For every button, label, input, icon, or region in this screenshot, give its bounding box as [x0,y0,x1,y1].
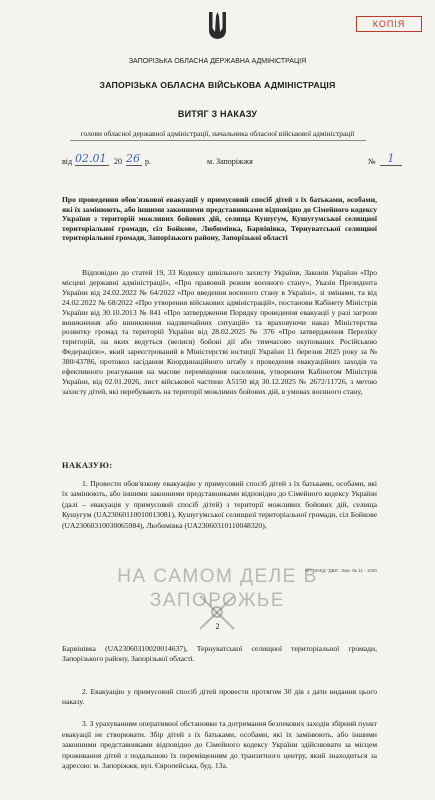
printing-code: НП "ЗАКД "ДВК", Зам. № 11 - 1000 [305,568,377,573]
item-2-text: 2. Евакуацію у примусовий спосіб дітей провести протягом 30 дів з дати видання цього наказу. [62,687,377,707]
coat-of-arms-icon [207,10,228,40]
item-3 [62,719,377,772]
order-subject-text: Про проведення обов'язкової евакуації у примусовий спосіб дітей з їх батьками, особами, які їх замінюють, або іншими законними представниками відповідно до Сімейного кодексу України з територій можливих бойових дій, селища Кушугум, Кушугумської селищної територіальної громади, сіл Бойкове, Любимівка, Барвінівка, Тернуватської селищної територіальної громади, Запорізького району, Запорізької області [62,195,377,242]
date-suffix: р. [145,157,151,166]
number-sign: № [368,157,376,166]
order-word: НАКАЗУЮ: [62,461,113,470]
issuer-divider [70,140,366,141]
copy-stamp: КОПІЯ [356,16,422,32]
preamble [62,268,377,397]
date-year: 26 [126,152,140,165]
org-main-heading: ЗАПОРІЗЬКА ОБЛАСНА ВІЙСЬКОВА АДМІНІСТРАЦІЯ [99,80,336,90]
preamble-text: Відповідно до статей 19, 33 Кодексу цивільного захисту України, Законів України «Про місцеві державні адміністрації», «Про правовий режим воєнного стану», Указів Президента України від 24.02.2022 № 64/2022 «Про введення воєнного стану в Україні», зі змінами, та від 24.02.2022 № 68/2022 «Про утворення військових адміністрацій», постанови Кабінету Міністрів України від 30.10.2013 № 841 «Про затвердження Порядку проведення евакуації у разі загрози виникнення або виникнення надзвичайних ситуацій» та враховуючи наказ Міністерства розвитку громад та територій України від 28.02.2025 № 376 «Про затвердження Переліку територій, на яких ведуться (велися) бойові дії або тимчасово окупованих Російською Федерацією», який зареєстрований в Міністерстві юстиції України 11 березня 2025 року за № 380/43786, протокол засідання Координаційного штабу з проведення евакуаційних заходів та ефективного реагування на масове переміщення населення, утвореним Кабінетом Міністрів України, від 02.01.2026, лист військової частини А5150 від 30.12.2025 № 2672/11726, з метою захисту дітей, які перебувають на території можливих бойових дій, в умовах воєнного стану, [62,268,377,396]
item-1-part-2 [62,644,377,665]
item-1-part-1-text: 1. Провести обов'язкову евакуацію у примусовий спосіб дітей з їх батьками, особами, які їх замінюють, або іншими законними представниками відповідно до Сімейного кодексу України (далі – евакуація у примусовий спосіб дітей) з території можливих бойових дій, селища Кушугум (UA23060110010013081), Кушугумської селищної територіальної громади, сіл Бойкове (UA23060310030065984), Любимівка (UA23060310110048320), [62,479,377,530]
date-day: 02.01 [75,152,109,166]
watermark-line-1: НА САМОМ ДЕЛЕ В [117,566,318,587]
date-line [62,153,402,169]
date-year-prefix: 20 [114,157,122,166]
issuer-line: голови обласної державної адміністрації, начальника обласної військової адміністрації [80,129,355,138]
document-type: ВИТЯГ З НАКАЗУ [177,109,258,119]
item-1-part-1 [62,479,377,531]
item-2 [62,687,377,708]
order-subject [62,195,377,243]
watermark-line-2: ЗАПОРОЖЬЕ [149,590,286,611]
page-number: 2 [215,622,220,631]
city: м. Запоріжжя [207,157,253,166]
order-number: 1 [380,152,402,166]
item-3-text: 3. З урахуванням оперативної обстановки та дотримання безпекових заходів збірний пункт евакуації не створювати. Збір дітей з їх батьками, особами, які їх замінюють, або іншими законними представниками відповідно до Сімейного кодексу України здійснювати за місцем проживання дітей з подальшою їх переміщенням до транзитного центру, який знаходиться за адресою: м. Запоріжжя, вул. Європейська, буд. 13а. [62,719,377,771]
item-1-part-2-text: Барвінівка (UA23060310020014637), Тернуватської селищної територіальної громади, Запорізького району, Запорізької області. [62,644,377,664]
org-small-heading: ЗАПОРІЗЬКА ОБЛАСНА ДЕРЖАВНА АДМІНІСТРАЦІЯ [128,58,307,65]
date-prefix: від [62,157,73,166]
